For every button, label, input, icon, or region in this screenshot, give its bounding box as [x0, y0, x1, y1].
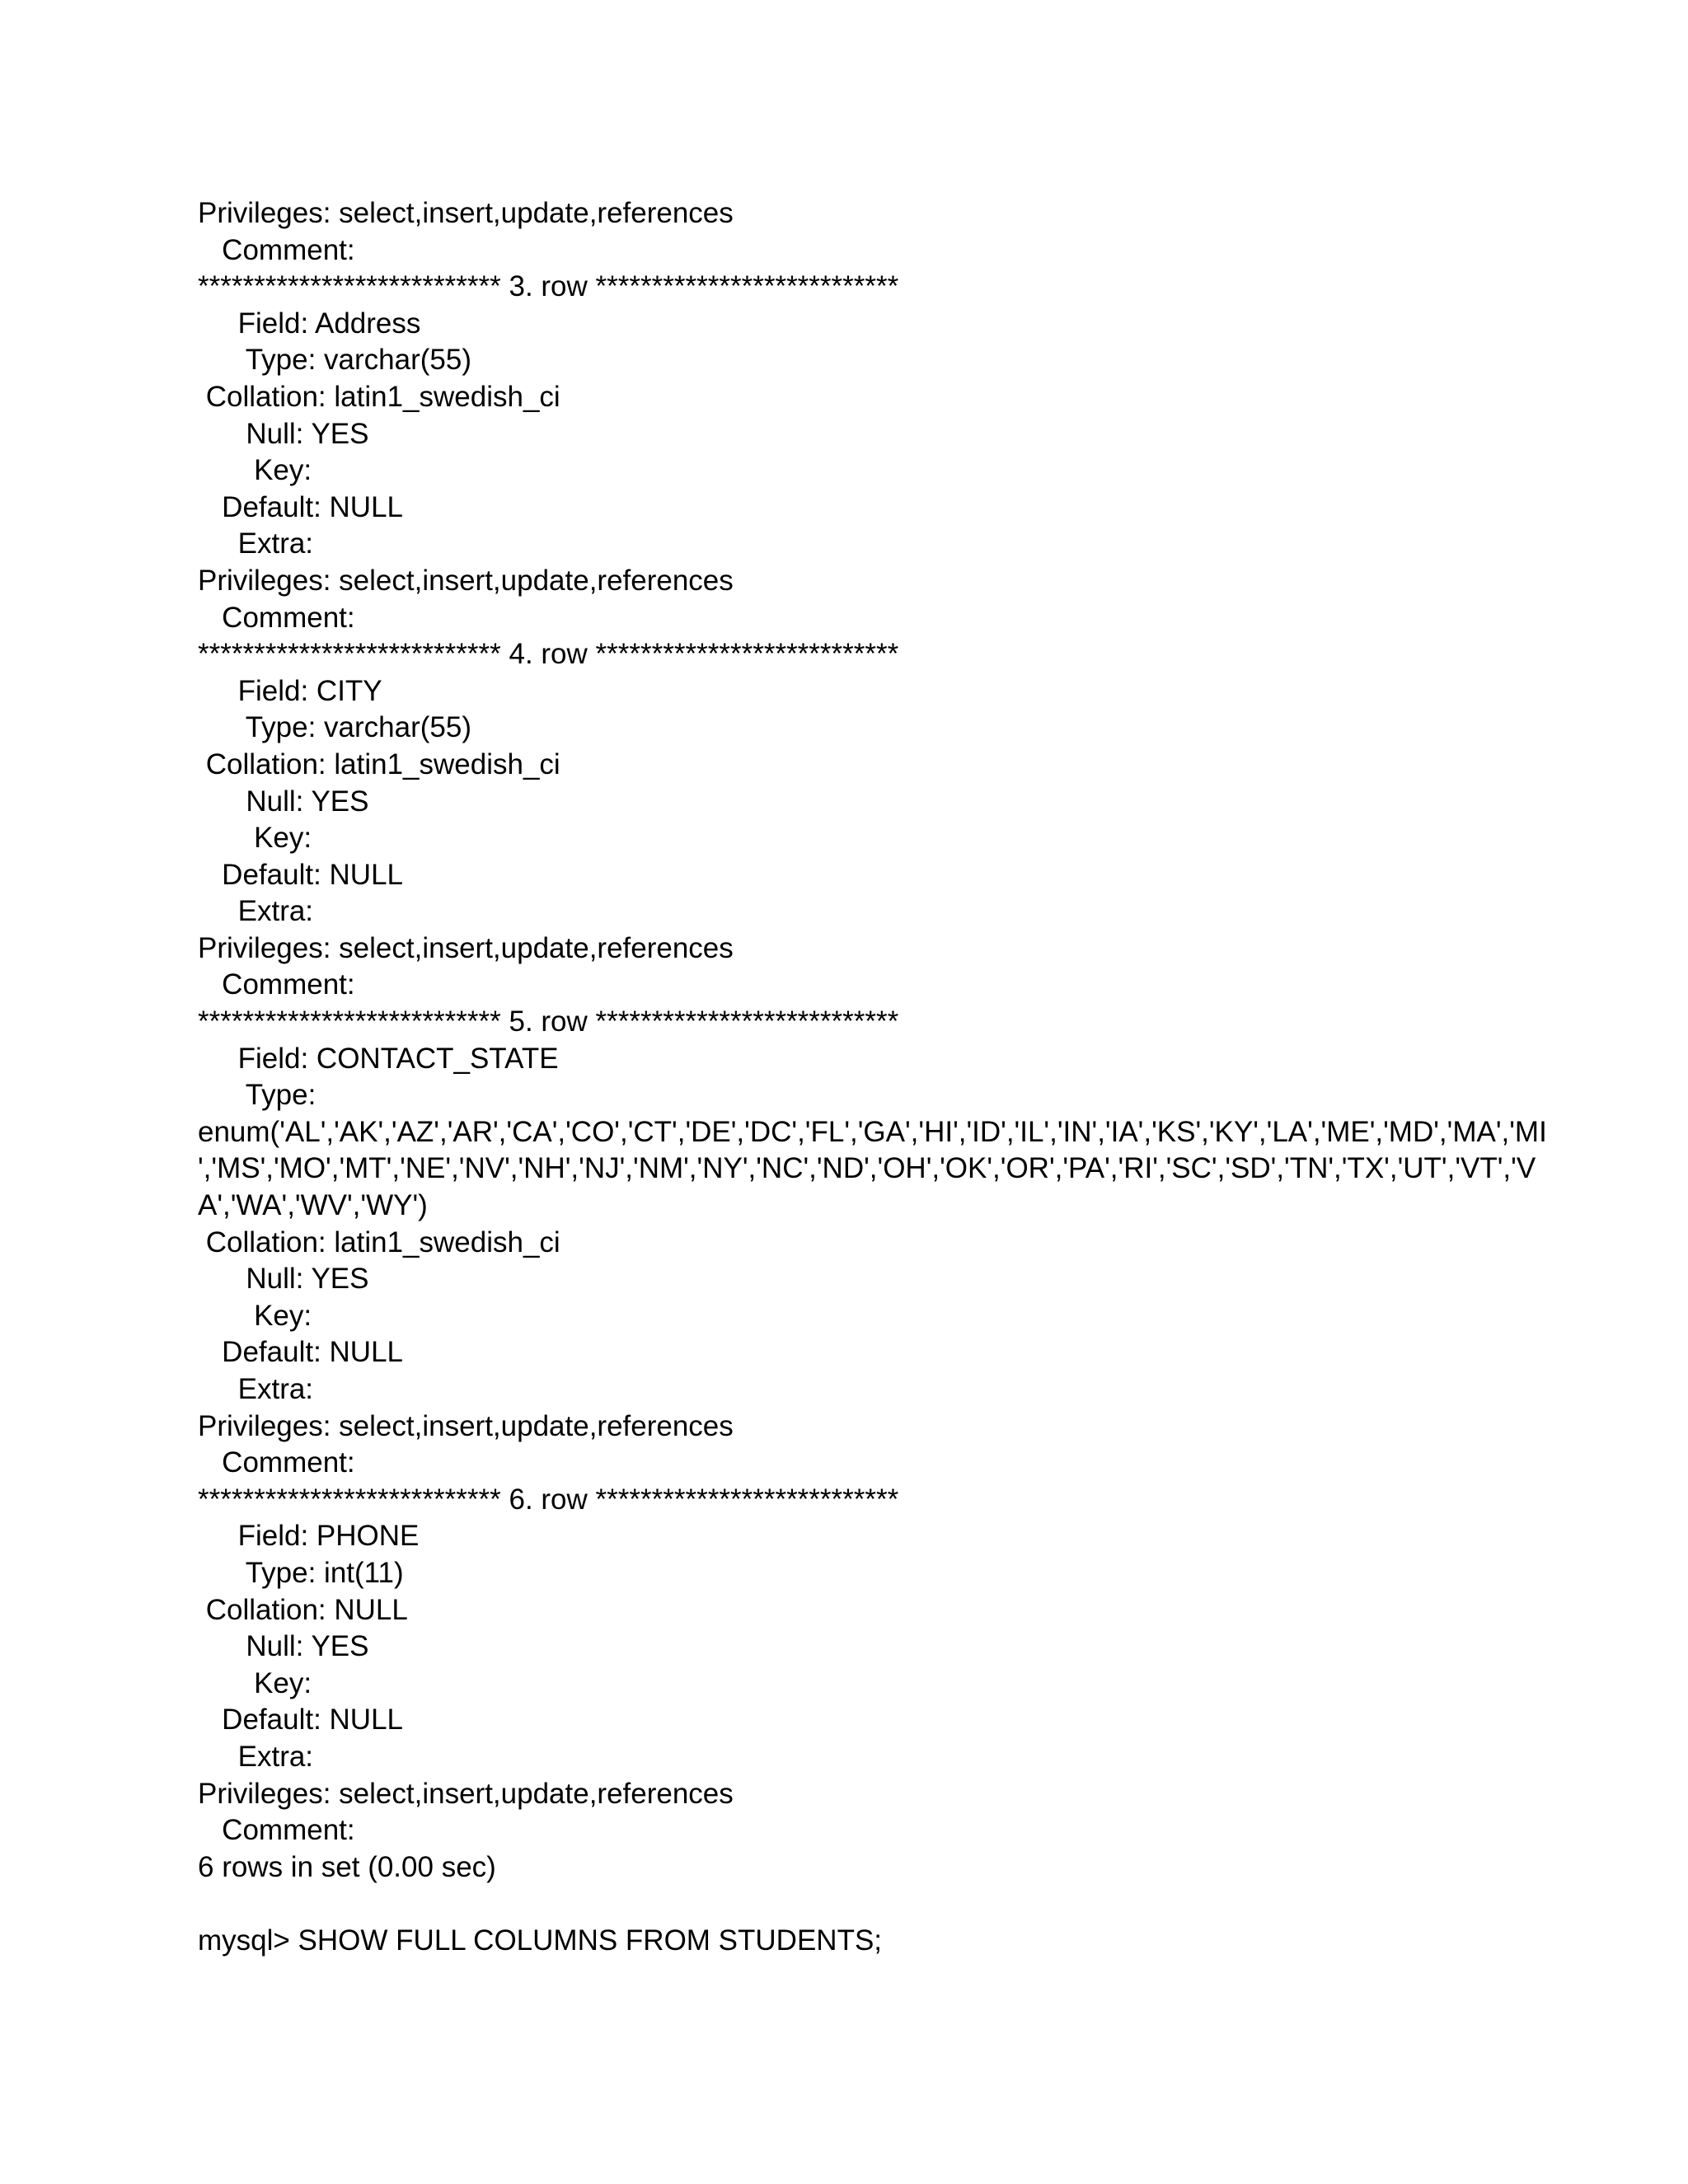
field-line: Field: CITY — [198, 674, 382, 707]
default-line: Default: NULL — [198, 1336, 403, 1369]
key-line: Key: — [198, 822, 320, 855]
enum-values-line-1: enum('AL','AK','AZ','AR','CA','CO','CT','DE','DC','FL','GA','HI','ID','IL','IN','IA','KS','KY','LA','ME','MD','MA','MI — [198, 1115, 1547, 1148]
field-line: Field: CONTACT_STATE — [198, 1042, 559, 1075]
mysql-output-text — [198, 195, 1547, 1960]
comment-line: Comment: — [198, 601, 363, 634]
extra-line: Extra: — [198, 1740, 321, 1773]
type-line: Type: int(11) — [198, 1556, 404, 1589]
mysql-command-line: mysql> SHOW FULL COLUMNS FROM STUDENTS; — [198, 1924, 883, 1957]
privileges-line: Privileges: select,insert,update,references — [198, 564, 734, 597]
result-summary: 6 rows in set (0.00 sec) — [198, 1850, 496, 1883]
collation-line: Collation: latin1_swedish_ci — [198, 748, 560, 780]
collation-line: Collation: NULL — [198, 1593, 408, 1626]
key-line: Key: — [198, 1299, 320, 1332]
null-line: Null: YES — [198, 1263, 369, 1296]
null-line: Null: YES — [198, 785, 369, 818]
default-line: Default: NULL — [198, 1704, 403, 1736]
field-line: Field: Address — [198, 307, 421, 340]
comment-line: Comment: — [198, 1814, 363, 1847]
type-line: Type: — [198, 1079, 325, 1112]
row-separator-6: *************************** 6. row *************************** — [198, 1483, 899, 1516]
collation-line: Collation: latin1_swedish_ci — [198, 380, 560, 413]
comment-line: Comment: — [198, 968, 363, 1001]
privileges-line: Privileges: select,insert,update,references — [198, 931, 734, 964]
row-separator-5: *************************** 5. row *************************** — [198, 1005, 899, 1038]
privileges-line: Privileges: select,insert,update,references — [198, 1777, 734, 1810]
default-line: Default: NULL — [198, 858, 403, 891]
field-line: Field: PHONE — [198, 1520, 420, 1553]
enum-values-line-3: A','WA','WV','WY') — [198, 1189, 428, 1222]
comment-line: Comment: — [198, 1446, 363, 1479]
row-separator-4: *************************** 4. row *************************** — [198, 638, 899, 671]
enum-values-line-2: ','MS','MO','MT','NE','NV','NH','NJ','NM','NY','NC','ND','OH','OK','OR','PA','RI','SC','SD','TN','TX','UT','VT','V — [198, 1152, 1536, 1185]
key-line: Key: — [198, 454, 320, 487]
blank-line — [198, 1886, 1517, 1923]
key-line: Key: — [198, 1666, 320, 1699]
null-line: Null: YES — [198, 417, 369, 450]
privileges-line: Privileges: select,insert,update,references — [198, 1409, 734, 1442]
type-line: Type: varchar(55) — [198, 344, 471, 377]
null-line: Null: YES — [198, 1630, 369, 1663]
collation-line: Collation: latin1_swedish_ci — [198, 1226, 560, 1258]
extra-line: Extra: — [198, 895, 321, 928]
privileges-line: Privileges: select,insert,update,references — [198, 197, 734, 229]
extra-line: Extra: — [198, 1373, 321, 1405]
comment-line: Comment: — [198, 233, 363, 266]
row-separator-3: *************************** 3. row *************************** — [198, 270, 899, 303]
extra-line: Extra: — [198, 527, 321, 560]
default-line: Default: NULL — [198, 490, 403, 523]
type-line: Type: varchar(55) — [198, 711, 471, 744]
